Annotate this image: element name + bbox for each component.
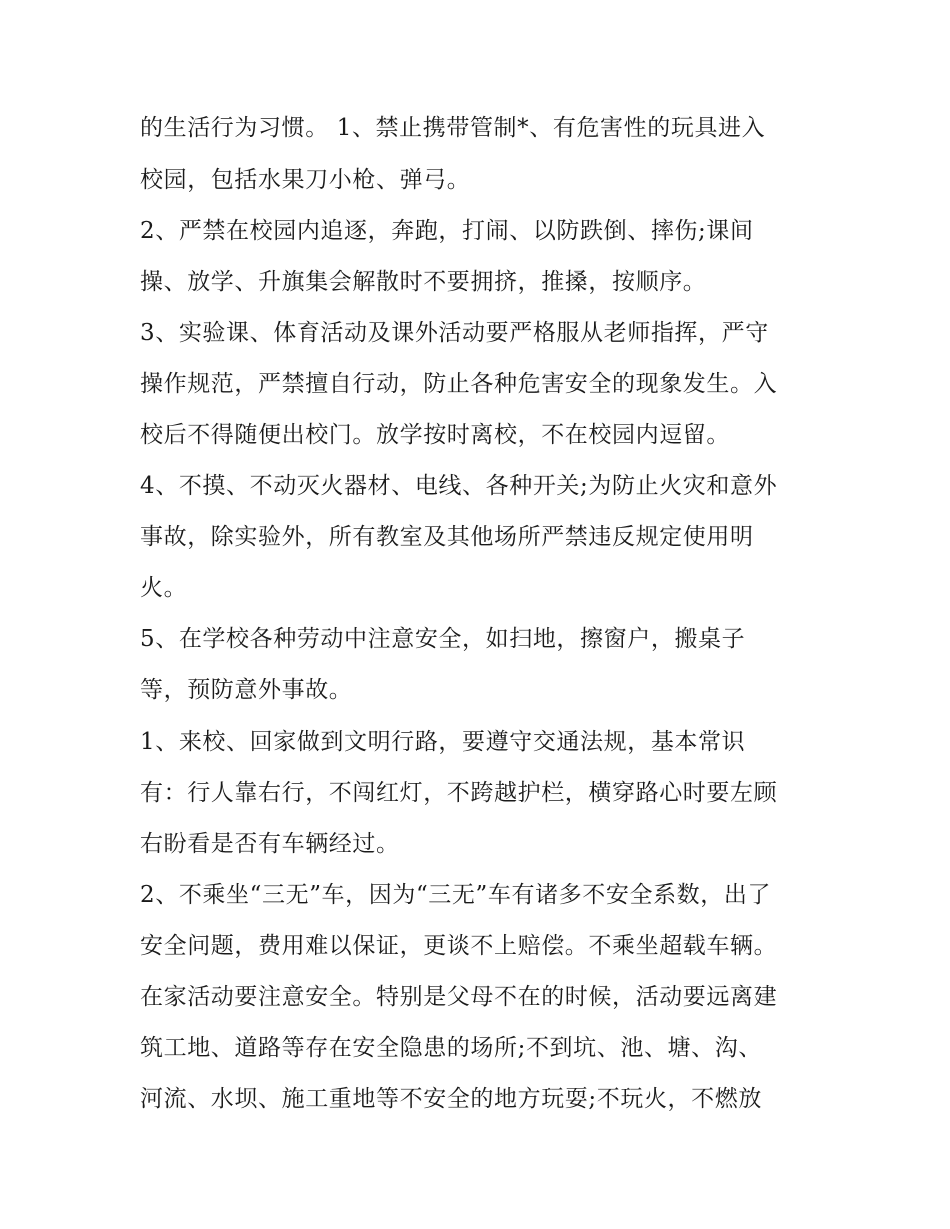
- text-line: 事故，除实验外，所有教室及其他场所严禁违反规定使用明: [140, 524, 754, 550]
- text-line: 2、不乘坐“三无”车，因为“三无”车有诸多不安全系数，出了: [140, 882, 772, 908]
- text-line: 的生活行为习惯。 1、禁止携带管制*、有危害性的玩具进入: [140, 115, 766, 141]
- text-line: 在家活动要注意安全。特别是父母不在的时候，活动要远离建: [140, 984, 778, 1010]
- text-line: 4、不摸、不动灭火器材、电线、各种开关;为防止火灾和意外: [140, 473, 778, 499]
- text-line: 校园，包括水果刀小枪、弹弓。: [140, 167, 471, 193]
- text-line: 操作规范，严禁擅自行动，防止各种危害安全的现象发生。入: [140, 371, 778, 397]
- text-line: 操、放学、升旗集会解散时不要拥挤，推搡，按顺序。: [140, 269, 707, 295]
- text-line: 3、实验课、体育活动及课外活动要严格服从老师指挥，严守: [140, 320, 769, 346]
- text-line: 右盼看是否有车辆经过。: [140, 831, 400, 857]
- text-line: 安全问题，费用难以保证，更谈不上赔偿。不乘坐超载车辆。: [140, 933, 778, 959]
- text-line: 火。: [140, 575, 188, 601]
- text-line: 有：行人靠右行，不闯红灯，不跨越护栏，横穿路心时要左顾: [140, 780, 778, 806]
- text-line: 1、来校、回家做到文明行路，要遵守交通法规，基本常识: [140, 729, 746, 755]
- text-line: 筑工地、道路等存在安全隐患的场所;不到坑、池、塘、沟、: [140, 1035, 762, 1061]
- text-line: 2、严禁在校园内追逐，奔跑，打闹、以防跌倒、摔伤;课间: [140, 218, 754, 244]
- text-line: 校后不得随便出校门。放学按时离校，不在校园内逗留。: [140, 422, 730, 448]
- text-line: 5、在学校各种劳动中注意安全，如扫地，擦窗户，搬桌子: [140, 626, 746, 652]
- text-line: 等，预防意外事故。: [140, 677, 353, 703]
- text-line: 河流、水坝、施工重地等不安全的地方玩耍;不玩火，不燃放: [140, 1086, 762, 1112]
